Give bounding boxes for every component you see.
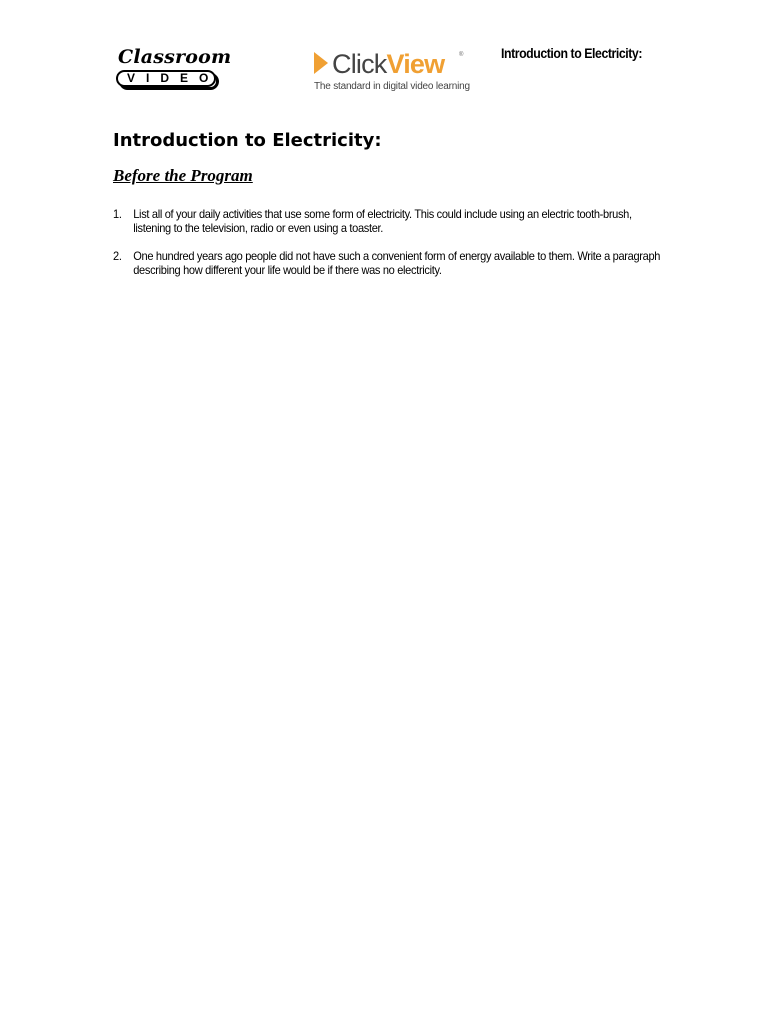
clickview-wordmark xyxy=(332,48,444,80)
list-item-number: 1. xyxy=(113,207,122,221)
classroom-video-logo-top: Classroom xyxy=(118,46,232,68)
list-item-text: List all of your daily activities that use some form of electricity. This could include using an electric tooth-brush, listening to the television, radio or even using a toaster. xyxy=(133,207,632,235)
page-title: Introduction to Electricity: xyxy=(113,130,382,151)
list-item xyxy=(113,207,667,235)
clickview-logo xyxy=(312,46,472,96)
classroom-video-logo xyxy=(116,46,232,92)
classroom-video-logo-bottom: VIDEO xyxy=(127,71,220,85)
registered-mark: ® xyxy=(459,52,464,58)
list-item-text: One hundred years ago people did not have such a convenient form of energy available to them. Write a paragraph describing how different your life would be if there was no electricity. xyxy=(133,249,661,277)
list-item-number: 2. xyxy=(113,249,122,263)
clickview-word-click: Click xyxy=(332,49,387,79)
play-icon xyxy=(314,52,328,74)
running-header-title: Introduction to Electricity: xyxy=(501,45,643,61)
clickview-word-view: View xyxy=(386,49,445,79)
section-heading: Before the Program xyxy=(113,166,253,185)
activity-list xyxy=(113,207,661,291)
list-item xyxy=(113,249,667,277)
clickview-tagline: The standard in digital video learning xyxy=(314,81,470,92)
